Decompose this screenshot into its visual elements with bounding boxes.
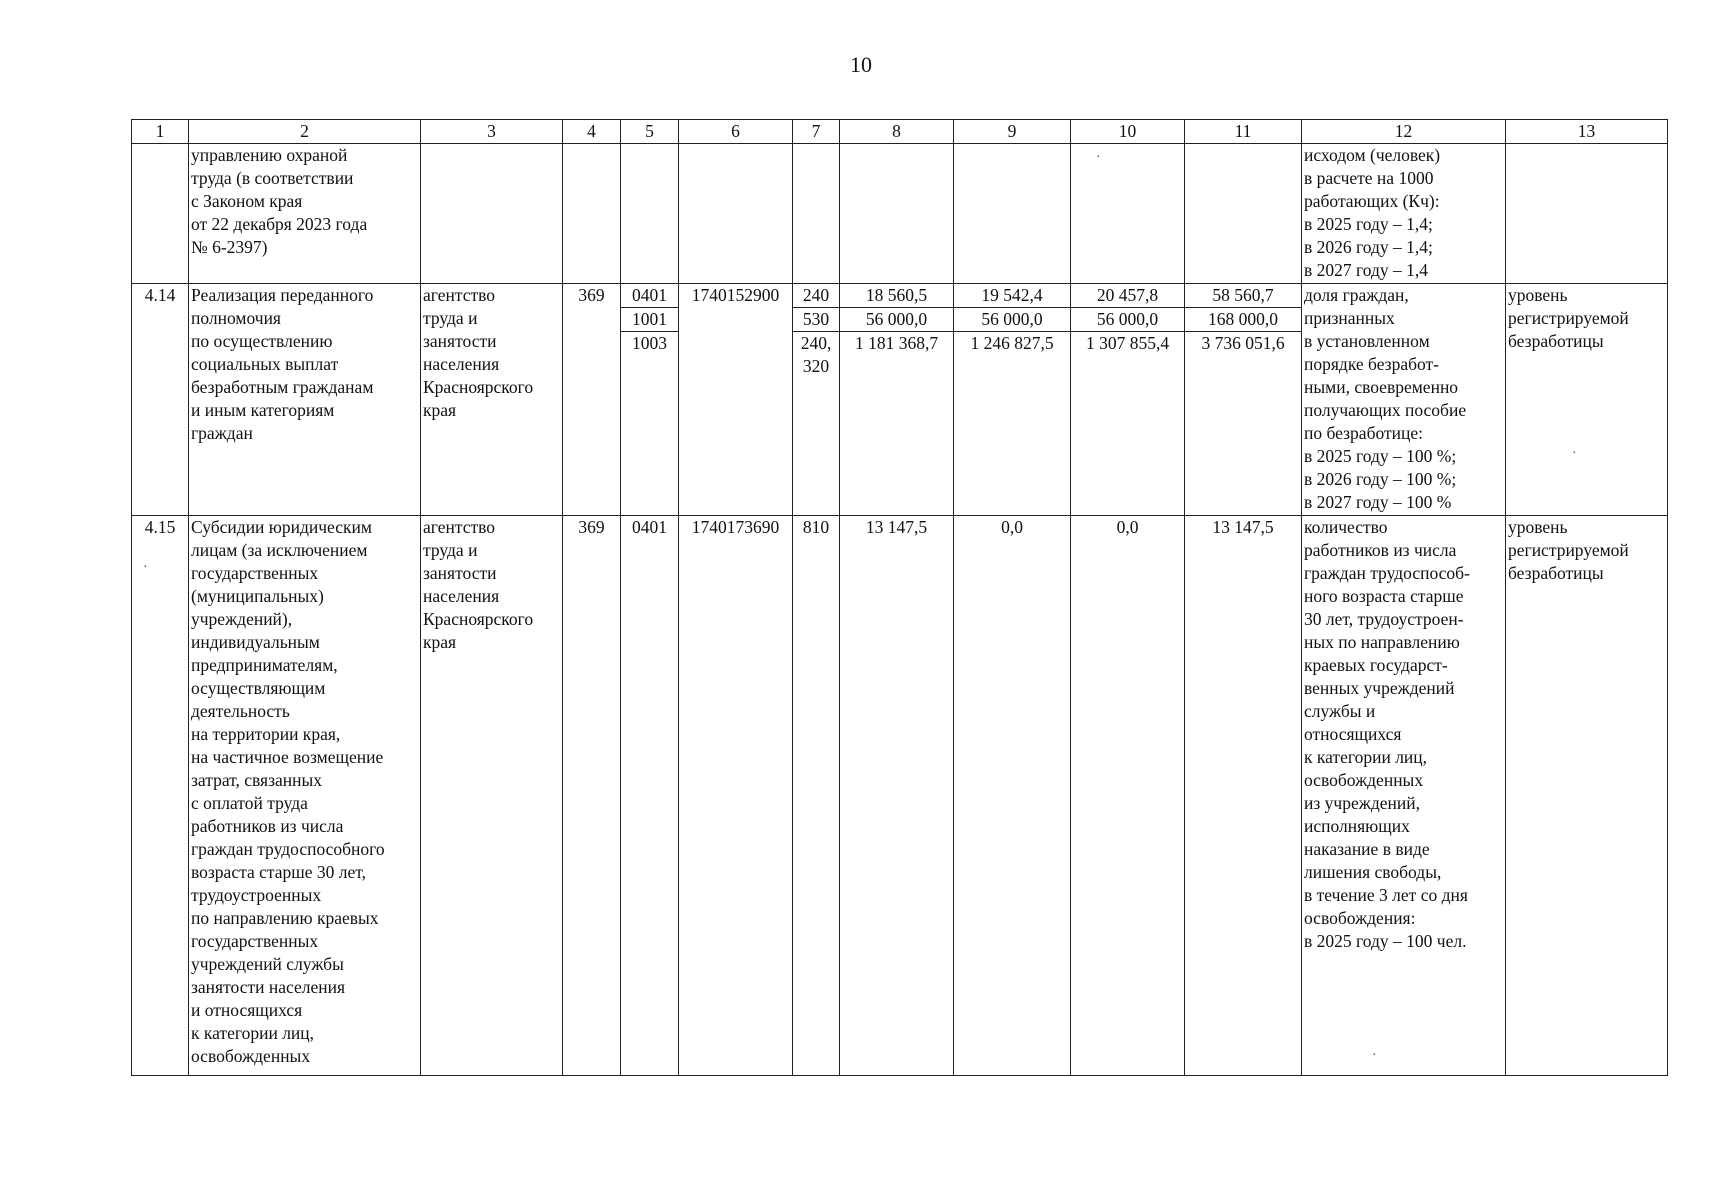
cell-num xyxy=(132,144,189,284)
cell-goal: уровень регистрируемой безработицы xyxy=(1506,284,1668,516)
cell-total xyxy=(1185,144,1302,284)
amount-line: 1 181 368,7 xyxy=(854,333,939,353)
vr-line: 240, 320 xyxy=(800,333,832,376)
cell-2025 xyxy=(840,144,954,284)
cell-num: 4.14 xyxy=(132,284,189,516)
amount-line: 58 560,7 xyxy=(1185,284,1301,308)
cell-rzpr xyxy=(621,284,679,516)
amount-line: 20 457,8 xyxy=(1071,284,1184,308)
cell-2025 xyxy=(840,284,954,516)
col-header-11: 11 xyxy=(1185,120,1302,144)
cell-2026: 0,0 xyxy=(954,516,1071,1076)
cell-activity-name: управлению охраной труда (в соответствии с Законом края от 22 декабря 2023 года № 6-2397) xyxy=(189,144,421,284)
rzpr-line: 1003 xyxy=(632,333,667,353)
cell-total: 13 147,5 xyxy=(1185,516,1302,1076)
amount-line: 1 246 827,5 xyxy=(970,333,1054,353)
col-header-9: 9 xyxy=(954,120,1071,144)
cell-2025: 13 147,5 xyxy=(840,516,954,1076)
amount-line: 18 560,5 xyxy=(840,284,953,308)
cell-executor: агентство труда и занятости населения Красноярского края xyxy=(421,516,563,1076)
cell-2026 xyxy=(954,284,1071,516)
cell-2026 xyxy=(954,144,1071,284)
col-header-3: 3 xyxy=(421,120,563,144)
amount-line: 56 000,0 xyxy=(954,308,1070,332)
col-header-1: 1 xyxy=(132,120,189,144)
cell-csr: 1740173690 xyxy=(679,516,793,1076)
cell-total xyxy=(1185,284,1302,516)
cell-rzpr xyxy=(621,144,679,284)
cell-grbs xyxy=(563,144,621,284)
col-header-5: 5 xyxy=(621,120,679,144)
cell-vr xyxy=(793,284,840,516)
cell-num: 4.15 xyxy=(132,516,189,1076)
cell-grbs: 369 xyxy=(563,284,621,516)
cell-goal: уровень регистрируемой безработицы xyxy=(1506,516,1668,1076)
col-header-12: 12 xyxy=(1302,120,1506,144)
rzpr-line: 0401 xyxy=(621,284,678,308)
cell-indicator: доля граждан, признанных в установленном порядке безработ- ными, своевременно получающих пособие по безработице: в 2025 году – 100 %; в 2026 году – 100 %; в 2027 году – 100 % xyxy=(1302,284,1506,516)
amount-line: 56 000,0 xyxy=(1071,308,1184,332)
table-row-4-15 xyxy=(132,516,1668,1076)
cell-grbs: 369 xyxy=(563,516,621,1076)
vr-line: 530 xyxy=(793,308,839,332)
cell-indicator: количество работников из числа граждан трудоспособ- ного возраста старше 30 лет, трудоустроен- ных по направлению краевых государст- венных учреждений службы и относящихся к категории лиц, освобожденных из учреждений, исполняющих наказание в виде лишения свободы, в течение 3 лет со дня освобождения: в 2025 году – 100 чел. xyxy=(1302,516,1506,1076)
table-row-4-14 xyxy=(132,284,1668,516)
cell-indicator: исходом (человек) в расчете на 1000 работающих (Кч): в 2025 году – 1,4; в 2026 году – 1,4; в 2027 году – 1,4 xyxy=(1302,144,1506,284)
table-row-continuation xyxy=(132,144,1668,284)
cell-activity-name: Субсидии юридическим лицам (за исключением государственных (муниципальных) учреждений), индивидуальным предпринимателям, осуществляющим деятельность на территории края, на частичное возмещение затрат, связанных с оплатой труда работников из числа граждан трудоспособного возраста старше 30 лет, трудоустроенных по направлению краевых государственных учреждений службы занятости населения и относящихся к категории лиц, освобожденных xyxy=(189,516,421,1076)
col-header-2: 2 xyxy=(189,120,421,144)
col-header-10: 10 xyxy=(1071,120,1185,144)
page-number: 10 xyxy=(850,52,872,77)
amount-line: 3 736 051,6 xyxy=(1201,333,1285,353)
rzpr-line: 1001 xyxy=(621,308,678,332)
cell-2027 xyxy=(1071,144,1185,284)
cell-goal xyxy=(1506,144,1668,284)
cell-rzpr: 0401 xyxy=(621,516,679,1076)
column-number-row xyxy=(132,120,1668,144)
cell-2027: 0,0 xyxy=(1071,516,1185,1076)
vr-line: 240 xyxy=(793,284,839,308)
cell-vr xyxy=(793,144,840,284)
amount-line: 168 000,0 xyxy=(1185,308,1301,332)
cell-vr: 810 xyxy=(793,516,840,1076)
amount-line: 19 542,4 xyxy=(954,284,1070,308)
cell-2027 xyxy=(1071,284,1185,516)
scan-speck: · xyxy=(143,560,148,575)
scan-speck: · xyxy=(1372,1048,1377,1063)
cell-executor xyxy=(421,144,563,284)
col-header-4: 4 xyxy=(563,120,621,144)
col-header-8: 8 xyxy=(840,120,954,144)
col-header-13: 13 xyxy=(1506,120,1668,144)
cell-csr: 1740152900 xyxy=(679,284,793,516)
scan-speck: · xyxy=(1572,446,1577,461)
program-activities-table xyxy=(131,119,1668,1076)
cell-activity-name: Реализация переданного полномочия по осуществлению социальных выплат безработным гражданам и иным категориям граждан xyxy=(189,284,421,516)
amount-line: 56 000,0 xyxy=(840,308,953,332)
scan-speck: · xyxy=(1096,150,1101,165)
cell-executor: агентство труда и занятости населения Красноярского края xyxy=(421,284,563,516)
amount-line: 1 307 855,4 xyxy=(1085,333,1170,353)
col-header-7: 7 xyxy=(793,120,840,144)
cell-csr xyxy=(679,144,793,284)
col-header-6: 6 xyxy=(679,120,793,144)
